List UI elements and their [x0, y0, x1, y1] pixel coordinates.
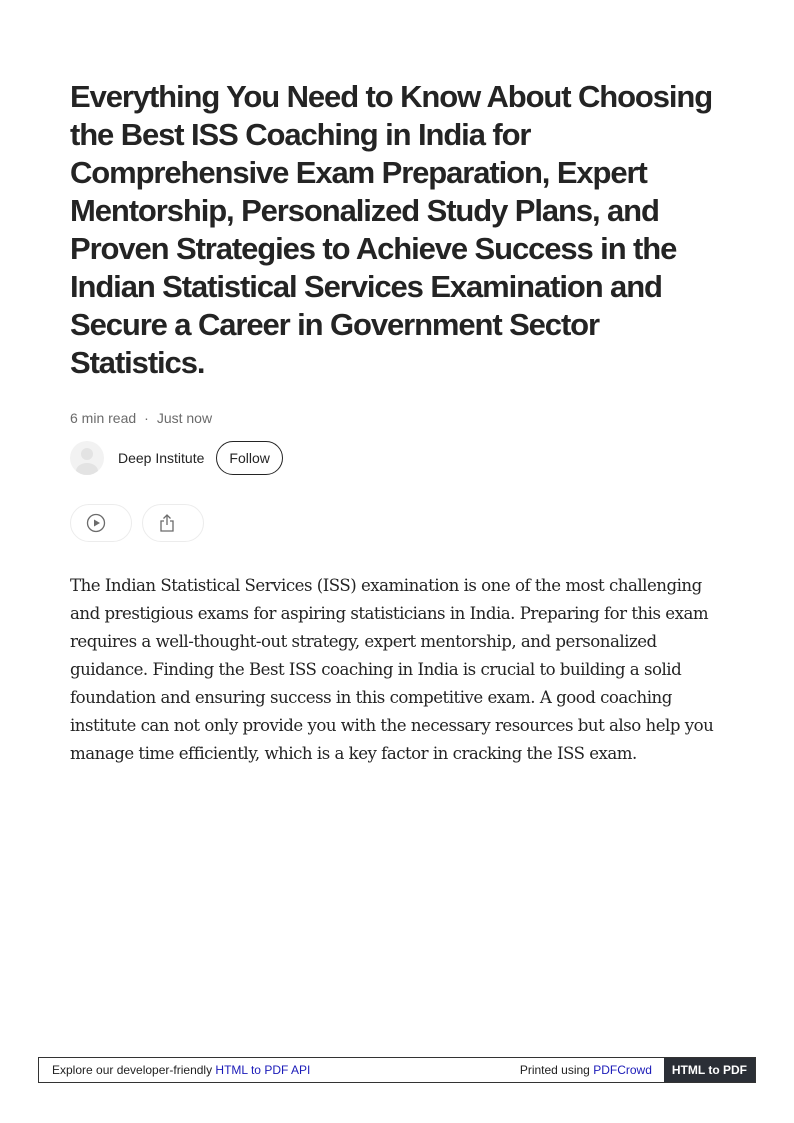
footer-right-text: Printed using [519, 1063, 594, 1077]
author-name[interactable]: Deep Institute [118, 450, 205, 466]
play-circle-icon [86, 513, 106, 533]
user-avatar-placeholder-icon[interactable] [70, 441, 104, 475]
article-meta [70, 408, 720, 428]
meta-separator: · [144, 410, 149, 426]
article [70, 78, 720, 768]
article-title: Everything You Need to Know About Choosing the Best ISS Coaching in India for Comprehensive Exam Preparation, Expert Mentorship, Personalized Study Plans, and Proven Strategies to Achieve Success in the Indian Statistical Services Examination and Secure a Career in Government Sector Statistics. [70, 79, 713, 380]
follow-button[interactable]: Follow [216, 441, 282, 475]
read-time: 6 min read [70, 410, 137, 426]
footer-left-text: Explore our developer-friendly [52, 1063, 216, 1077]
pdfcrowd-footer [38, 1057, 756, 1083]
published-time: Just now [156, 410, 213, 426]
footer-right [520, 1063, 664, 1077]
pdfcrowd-link[interactable]: PDFCrowd [593, 1063, 652, 1077]
author-row [70, 440, 720, 476]
footer-left [39, 1063, 520, 1077]
listen-button[interactable] [70, 504, 132, 542]
html-to-pdf-api-link[interactable]: HTML to PDF API [215, 1063, 311, 1077]
share-icon [158, 513, 176, 533]
html-to-pdf-badge[interactable]: HTML to PDF [664, 1058, 755, 1082]
share-button[interactable] [142, 504, 204, 542]
article-body: The Indian Statistical Services (ISS) examination is one of the most challenging and prestigious exams for aspiring statisticians in India. Preparing for this exam requires a well-thought-out strategy, expert mentorship, and personalized guidance. Finding the Best ISS coaching in India is crucial to building a solid foundation and ensuring success in this competitive exam. A good coaching institute can not only provide you with the necessary resources but also help you manage time efficiently, which is a key factor in cracking the ISS exam. [70, 576, 714, 763]
article-actions [70, 504, 720, 542]
